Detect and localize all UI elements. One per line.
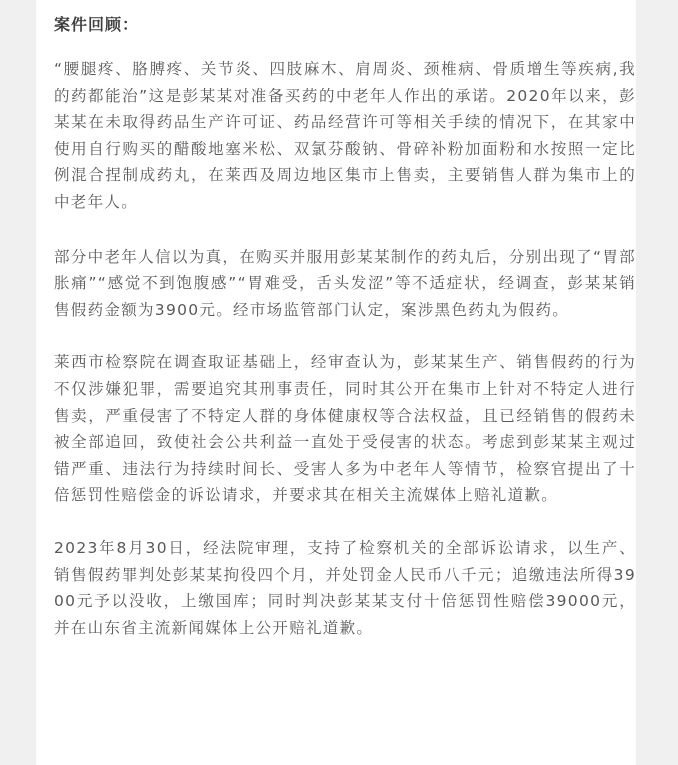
section-heading: 案件回顾：	[54, 15, 140, 34]
paragraph-case-background: “腰腿疼、胳膊疼、关节炎、四肢麻木、肩周炎、颈椎病、骨质增生等疾病,我的药都能治”这是彭某某对准备买药的中老年人作出的承诺。2020年以来，彭某某在未取得药品生产许可证、药品经营许可等相关手续的情况下，在其家中使用自行购买的醋酸地塞米松、双氯芬酸钠、骨碎补粉加面粉和水按照一定比例混合捏制成药丸，在莱西及周边地区集市上售卖，主要销售人群为集市上的中老年人。	[54, 60, 636, 211]
paragraph-victim-symptoms: 部分中老年人信以为真，在购买并服用彭某某制作的药丸后，分别出现了“胃部胀痛”“感觉不到饱腹感”“胃难受，舌头发涩”等不适症状，经调查，彭某某销售假药金额为3900元。经市场监管部门认定，案涉黑色药丸为假药。	[54, 247, 636, 319]
paragraph-court-verdict: 2023年8月30日，经法院审理，支持了检察机关的全部诉讼请求，以生产、销售假药罪判处彭某某拘役四个月，并处罚金人民币八千元；追缴违法所得3900元予以没收，上缴国库；同时判决彭某某支付十倍惩罚性赔偿39000元，并在山东省主流新闻媒体上公开赔礼道歉。	[54, 538, 636, 637]
article-page	[36, 0, 636, 765]
paragraph-procuratorate-review: 莱西市检察院在调查取证基础上，经审查认为，彭某某生产、销售假药的行为不仅涉嫌犯罪，需要追究其刑事责任，同时其公开在集市上针对不特定人进行售卖，严重侵害了不特定人群的身体健康权等合法权益，且已经销售的假药未被全部追回，致使社会公共利益一直处于受侵害的状态。考虑到彭某某主观过错严重、违法行为持续时间长、受害人多为中老年人等情节，检察官提出了十倍惩罚性赔偿金的诉讼请求，并要求其在相关主流媒体上赔礼道歉。	[54, 353, 636, 505]
